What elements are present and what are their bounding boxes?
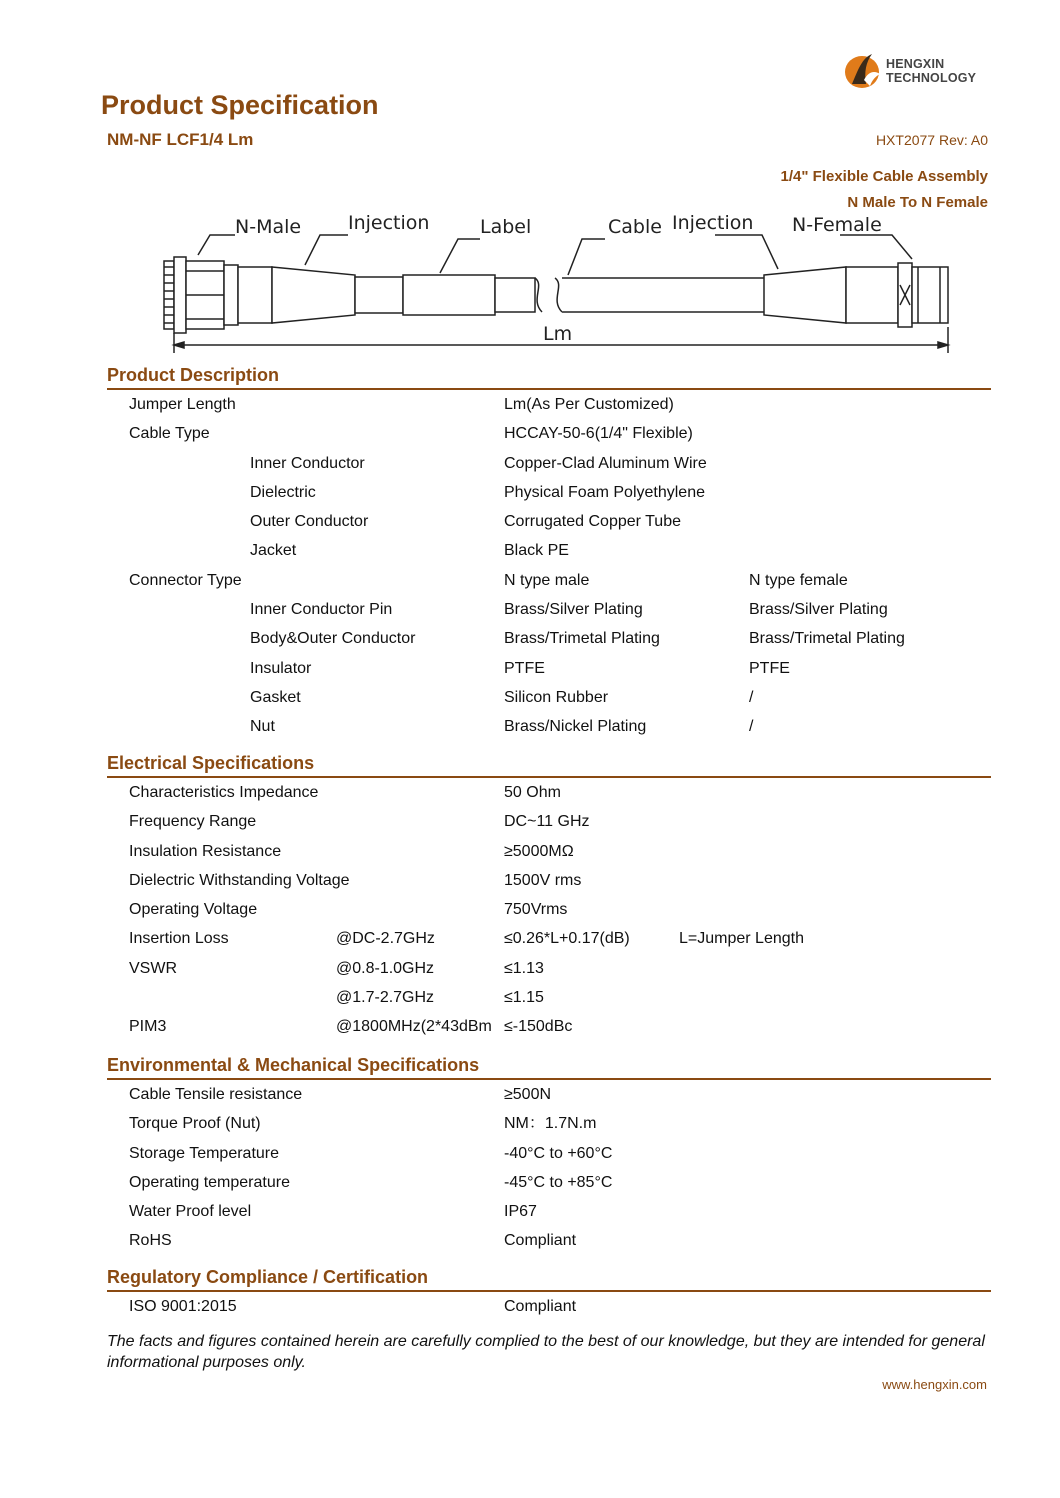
row-label: PIM3 xyxy=(129,1018,167,1036)
row-label: Cable Type xyxy=(129,425,210,443)
row-condition: @DC-2.7GHz xyxy=(336,930,435,948)
row-label: Connector Type xyxy=(129,571,242,589)
row-condition: @0.8-1.0GHz xyxy=(336,959,435,977)
row-value: HCCAY-50-6(1/4" Flexible) xyxy=(504,425,693,443)
row-label: Insulator xyxy=(250,659,312,677)
table-row xyxy=(107,1012,991,1041)
section-title: Environmental & Mechanical Specifications xyxy=(107,1055,480,1075)
row-value: 750Vrms xyxy=(504,901,568,919)
table-row xyxy=(107,536,991,565)
row-label: Characteristics Impedance xyxy=(129,784,319,801)
row-value: Brass/Nickel Plating xyxy=(504,718,647,736)
section-environmental xyxy=(107,1053,991,1256)
table-row xyxy=(107,478,991,507)
row-value: Corrugated Copper Tube xyxy=(504,513,681,531)
table-row xyxy=(107,566,991,595)
row-value: Compliant xyxy=(504,1298,577,1315)
row-label: ISO 9001:2015 xyxy=(129,1298,237,1315)
logo-line1: HENGXIN xyxy=(886,57,945,71)
table-row xyxy=(107,924,991,953)
table-row xyxy=(107,1109,991,1138)
row-value: Compliant xyxy=(504,1232,577,1250)
row-value: Copper-Clad Aluminum Wire xyxy=(504,454,707,472)
table-row xyxy=(107,595,991,624)
table-row xyxy=(107,778,991,807)
table-row xyxy=(107,1080,991,1109)
row-value: PTFE xyxy=(504,659,545,677)
row-value: ≥5000MΩ xyxy=(504,842,574,860)
row-condition: @1.7-2.7GHz xyxy=(336,989,435,1007)
row-label: Gasket xyxy=(250,688,301,706)
row-label: Dielectric xyxy=(250,483,316,501)
row-value: ≤-150dBc xyxy=(504,1018,573,1036)
table-row xyxy=(107,1168,991,1197)
row-value-female: N type female xyxy=(749,571,848,589)
row-value: ≤0.26*L+0.17(dB) xyxy=(504,930,630,948)
section-title: Regulatory Compliance / Certification xyxy=(107,1267,429,1287)
row-label: Water Proof level xyxy=(129,1203,252,1221)
table-row xyxy=(107,1292,991,1321)
row-label: Cable Tensile resistance xyxy=(129,1086,303,1103)
row-label: Insertion Loss xyxy=(129,930,229,948)
table-row xyxy=(107,983,991,1012)
row-label: Operating temperature xyxy=(129,1173,290,1191)
model-name: NM-NF LCF1/4 Lm xyxy=(107,130,254,149)
row-value: ≤1.15 xyxy=(504,989,544,1007)
row-label: VSWR xyxy=(129,959,177,977)
row-label: Frequency Range xyxy=(129,813,257,831)
row-value: NM：1.7N.m xyxy=(504,1115,597,1133)
section-regulatory xyxy=(107,1265,991,1321)
label-cable: Cable xyxy=(608,216,662,238)
row-label: Operating Voltage xyxy=(129,901,258,919)
label-n-female: N-Female xyxy=(792,214,882,236)
table-row xyxy=(107,807,991,836)
label-label: Label xyxy=(480,216,532,238)
row-value: -45°C to +85°C xyxy=(504,1173,613,1191)
label-length: Lm xyxy=(543,323,573,345)
table-row xyxy=(107,507,991,536)
row-value: -40°C to +60°C xyxy=(504,1144,613,1162)
row-value: DC~11 GHz xyxy=(504,813,590,831)
section-electrical xyxy=(107,751,991,1042)
row-value-female: / xyxy=(749,688,754,706)
row-label: Inner Conductor Pin xyxy=(250,601,393,619)
table-row xyxy=(107,449,991,478)
row-value: Brass/Trimetal Plating xyxy=(504,630,660,648)
row-label: RoHS xyxy=(129,1232,172,1250)
table-row xyxy=(107,837,991,866)
row-value: Brass/Silver Plating xyxy=(504,601,643,619)
row-note: L=Jumper Length xyxy=(679,930,804,948)
row-value: IP67 xyxy=(504,1203,537,1221)
row-label: Storage Temperature xyxy=(129,1144,280,1162)
row-value: Black PE xyxy=(504,542,569,560)
table-row xyxy=(107,954,991,983)
assembly-line2: N Male To N Female xyxy=(847,194,988,211)
document-id: HXT2077 Rev: A0 xyxy=(875,132,988,148)
row-label: Jacket xyxy=(250,542,297,560)
label-n-male: N-Male xyxy=(235,216,302,238)
table-row xyxy=(107,654,991,683)
row-label: Inner Conductor xyxy=(250,454,365,472)
hengxin-logo-icon xyxy=(842,50,886,90)
row-value: ≥500N xyxy=(504,1086,552,1103)
row-label: Body&Outer Conductor xyxy=(250,630,416,648)
page-title: Product Specification xyxy=(101,90,379,120)
row-value: Physical Foam Polyethylene xyxy=(504,483,705,501)
row-value-female: / xyxy=(749,718,754,736)
table-row xyxy=(107,683,991,712)
table-row xyxy=(107,1139,991,1168)
row-label: Nut xyxy=(250,718,275,736)
row-label: Jumper Length xyxy=(129,396,236,413)
logo-line2: TECHNOLOGY xyxy=(886,71,977,85)
table-row xyxy=(107,624,991,653)
section-product-description xyxy=(107,363,991,742)
row-label: Outer Conductor xyxy=(250,513,369,531)
row-label: Dielectric Withstanding Voltage xyxy=(129,871,350,889)
table-row xyxy=(107,419,991,448)
table-row xyxy=(107,866,991,895)
row-value-female: Brass/Trimetal Plating xyxy=(749,630,905,648)
table-row xyxy=(107,390,991,419)
section-title: Product Description xyxy=(107,365,280,385)
row-value-female: Brass/Silver Plating xyxy=(749,601,888,619)
disclaimer-text: The facts and figures contained herein are carefully complied to the best of our knowledge, but they are intended for general informational purposes only. xyxy=(107,1333,985,1371)
cable-assembly-drawing xyxy=(150,205,970,355)
table-row xyxy=(107,712,991,741)
table-row xyxy=(107,1197,991,1226)
row-label: Torque Proof (Nut) xyxy=(129,1115,261,1133)
website-link[interactable]: www.hengxin.com xyxy=(882,1377,987,1392)
row-label: Insulation Resistance xyxy=(129,842,282,860)
row-value: N type male xyxy=(504,571,590,589)
row-value: Lm(As Per Customized) xyxy=(504,396,674,413)
row-condition: @1800MHz(2*43dBm xyxy=(336,1018,492,1036)
row-value: 1500V rms xyxy=(504,871,582,889)
table-row xyxy=(107,895,991,924)
row-value: ≤1.13 xyxy=(504,959,544,977)
label-injection-right: Injection xyxy=(672,212,754,234)
row-value: Silicon Rubber xyxy=(504,688,609,706)
section-title: Electrical Specifications xyxy=(107,753,315,773)
label-injection-left: Injection xyxy=(348,212,430,234)
assembly-line1: 1/4" Flexible Cable Assembly xyxy=(780,168,988,185)
logo-text xyxy=(886,57,976,85)
row-value: 50 Ohm xyxy=(504,784,561,801)
row-value-female: PTFE xyxy=(749,659,790,677)
table-row xyxy=(107,1226,991,1255)
